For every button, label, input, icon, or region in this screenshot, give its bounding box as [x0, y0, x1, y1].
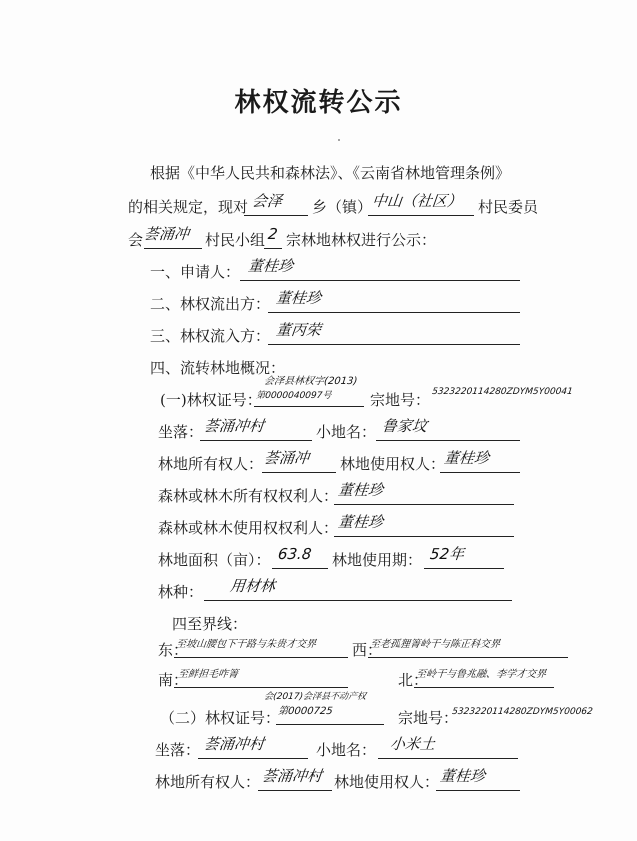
parcel1-type-label: 林种：: [158, 583, 204, 601]
parcel1-south-value: 至鲜担毛咋箐: [177, 669, 239, 680]
parcel2-place-label: 小地名：: [316, 741, 377, 759]
parcel2-plot-label: 宗地号：: [398, 709, 459, 727]
parcel2-cert-note: 会(2017)会泽县不动产权: [263, 692, 367, 702]
parcel2-owner-underline: [258, 790, 332, 791]
parcel2-cert-no: 第0000725: [277, 706, 334, 717]
parcel2-user-value: 董桂珍: [439, 767, 487, 785]
parcel1-place-value: 鲁家坟: [381, 417, 429, 435]
parcel2-place-underline: [378, 758, 518, 759]
parcel1-place-label: 小地名：: [316, 423, 377, 441]
parcel1-location-underline: [200, 440, 312, 441]
parcel1-west-label: 西：: [352, 641, 383, 659]
parcel1-forest-user-underline: [334, 536, 514, 537]
parcel2-location-label: 坐落：: [155, 741, 201, 759]
transferee-underline: [268, 344, 520, 345]
parcel1-cert-no: 第0000040097号: [255, 391, 332, 401]
transferor-value: 董桂珍: [275, 289, 323, 307]
parcel1-place-underline: [376, 440, 520, 441]
parcel1-forest-owner-label: 森林或林木所有权权利人：: [158, 487, 339, 505]
parcel1-forest-owner-value: 董桂珍: [337, 481, 385, 499]
township-underline: [244, 215, 308, 216]
applicant-value: 董桂珍: [247, 257, 295, 275]
parcel1-forest-user-value: 董桂珍: [337, 513, 385, 531]
parcel1-north-underline: [414, 687, 554, 688]
parcel2-cert-label: （二）林权证号：: [160, 709, 281, 727]
transferee-value: 董丙荣: [275, 321, 323, 339]
parcel1-owner-underline: [262, 472, 336, 473]
parcel1-east-label: 东：: [158, 641, 189, 659]
parcel2-location-underline: [198, 758, 308, 759]
parcel2-plot-no: 5323220114280ZDYM5Y00062: [451, 707, 594, 717]
parcel1-period-value: 52年: [429, 545, 466, 563]
overview-label: 四、流转林地概况：: [150, 359, 286, 377]
parcel1-type-value: 用材林: [229, 577, 277, 595]
scan-speck: [338, 139, 340, 141]
parcel1-plot-no: 5323220114280ZDYM5Y00041: [431, 387, 574, 397]
parcel1-north-value: 至岭干与鲁兆融、李学才交界: [415, 669, 547, 680]
parcel2-place-value: 小米土: [389, 735, 437, 753]
transferor-underline: [268, 312, 520, 313]
parcel1-user-label: 林地使用权人：: [340, 455, 446, 473]
parcel2-owner-label: 林地所有权人：: [155, 773, 261, 791]
parcel2-location-value: 荟涌冲村: [203, 735, 266, 753]
intro-line-3b: 村民小组: [205, 231, 266, 249]
count-underline: [264, 248, 282, 249]
parcel1-area-value: 63.8: [277, 545, 313, 563]
parcel1-west-value: 至老孤狸箐岭干与陈正科交界: [369, 639, 501, 650]
group-underline: [144, 248, 202, 249]
group-value: 荟涌冲: [143, 225, 191, 243]
transferor-label: 二、林权流出方：: [150, 295, 271, 313]
village-underline: [368, 215, 474, 216]
parcel1-period-underline: [424, 568, 504, 569]
parcel1-owner-value: 荟涌冲: [263, 449, 311, 467]
parcel1-north-label: 北：: [398, 671, 429, 689]
parcel1-type-underline: [204, 600, 512, 601]
parcel1-south-label: 南：: [158, 671, 189, 689]
parcel1-bounds-label: 四至界线：: [172, 615, 248, 633]
parcel1-south-underline: [174, 687, 348, 688]
parcel1-cert-label: (一)林权证号：: [160, 391, 262, 409]
parcel1-west-underline: [368, 657, 568, 658]
parcel1-plot-label: 宗地号：: [370, 391, 431, 409]
count-value: 2: [267, 225, 279, 243]
parcel1-owner-label: 林地所有权人：: [158, 455, 264, 473]
parcel2-owner-value: 荟涌冲村: [261, 767, 324, 785]
parcel1-user-value: 董桂珍: [443, 449, 491, 467]
page-title: 林权流转公示: [234, 88, 403, 118]
parcel1-east-value: 至坡山腰包下干路与朱贵才交界: [175, 639, 317, 650]
parcel1-location-value: 荟涌冲村: [203, 417, 266, 435]
intro-line-3c: 宗林地林权进行公示：: [286, 231, 437, 249]
parcel1-area-underline: [272, 568, 328, 569]
intro-line-2a: 的相关规定，现对: [128, 198, 249, 216]
village-value: 中山（社区）: [371, 192, 464, 210]
parcel2-cert-underline: [276, 724, 384, 725]
parcel1-area-label: 林地面积（亩）：: [158, 551, 271, 569]
intro-line-2b: 乡（镇）: [312, 198, 373, 216]
parcel1-forest-user-label: 森林或林木使用权权利人：: [158, 519, 339, 537]
applicant-underline: [240, 280, 520, 281]
parcel1-location-label: 坐落：: [158, 423, 204, 441]
parcel1-forest-owner-underline: [334, 504, 514, 505]
parcel1-east-underline: [174, 657, 348, 658]
parcel1-user-underline: [440, 472, 520, 473]
transferee-label: 三、林权流入方：: [150, 327, 271, 345]
parcel1-cert-underline: [254, 406, 364, 407]
parcel2-user-label: 林地使用权人：: [334, 773, 440, 791]
intro-line-2c: 村民委员: [478, 198, 539, 216]
township-value: 会泽: [251, 192, 284, 210]
applicant-label: 一、申请人：: [150, 263, 241, 281]
intro-line-3a: 会: [128, 231, 144, 249]
parcel2-user-underline: [436, 790, 520, 791]
parcel1-cert-note: 会泽县林权字(2013): [263, 376, 358, 387]
intro-line-1: 根据《中华人民共和森林法》、《云南省林地管理条例》: [150, 164, 511, 182]
parcel1-period-label: 林地使用期：: [332, 551, 423, 569]
